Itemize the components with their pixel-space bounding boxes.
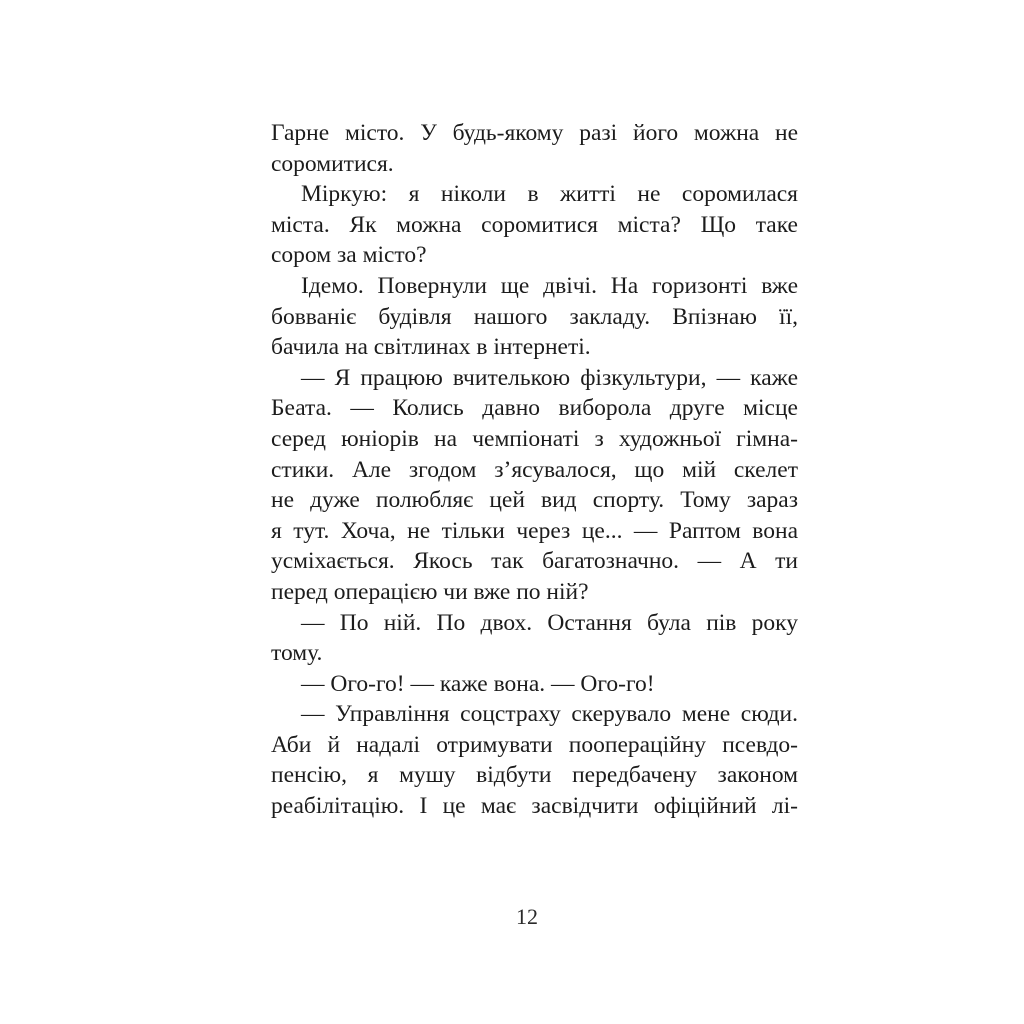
- text-line: бачила на світлинах в інтернеті.: [271, 334, 591, 361]
- text-line: серед юніорів на чемпіонаті з художньої гімна-: [271, 425, 798, 452]
- text-line: реабілітацію. І це має засвідчити офіційний лі-: [271, 793, 798, 820]
- text-line: усміхається. Якось так багатозначно. — А ти: [271, 548, 798, 575]
- text-line: перед операцією чи вже по ній?: [271, 578, 589, 605]
- text-line: тому.: [271, 640, 323, 667]
- text-line: Беата. — Колись давно виборола друге місце: [271, 395, 798, 422]
- text-line: — Управління соцстраху скерувало мене сюди.: [301, 701, 798, 728]
- text-line: — Я працюю вчителькою фізкультури, — каже: [301, 364, 798, 391]
- text-line: — По ній. По двох. Остання була пів року: [301, 609, 798, 636]
- body-text: [271, 118, 798, 822]
- text-line: Гарне місто. У будь-якому разі його можна не: [271, 120, 798, 146]
- text-line: соромитися.: [271, 150, 394, 177]
- text-line: Аби й надалі отримувати пooпераційну псевдо-: [271, 731, 798, 758]
- text-line: не дуже полюбляє цей вид спорту. Тому зараз: [271, 487, 798, 514]
- text-line: Ідемо. Повернули ще двічі. На горизонті вже: [301, 272, 798, 299]
- page-number: 12: [516, 904, 538, 929]
- text-line: я тут. Хоча, не тільки через це... — Раптом вона: [271, 517, 798, 544]
- text-line: міста. Як можна соромитися міста? Що таке: [271, 211, 798, 238]
- text-line: — Ого-го! — каже вона. — Ого-го!: [301, 670, 655, 697]
- text-line: сором за місто?: [271, 242, 427, 269]
- text-line: пенсію, я мушу відбути передбачену законом: [271, 762, 798, 789]
- text-line: Міркую: я ніколи в житті не соромилася: [301, 181, 798, 208]
- text-line: бовваніє будівля нашого закладу. Впізнаю її,: [271, 303, 798, 330]
- text-line: стики. Але згодом з’ясувалося, що мій скелет: [271, 456, 798, 483]
